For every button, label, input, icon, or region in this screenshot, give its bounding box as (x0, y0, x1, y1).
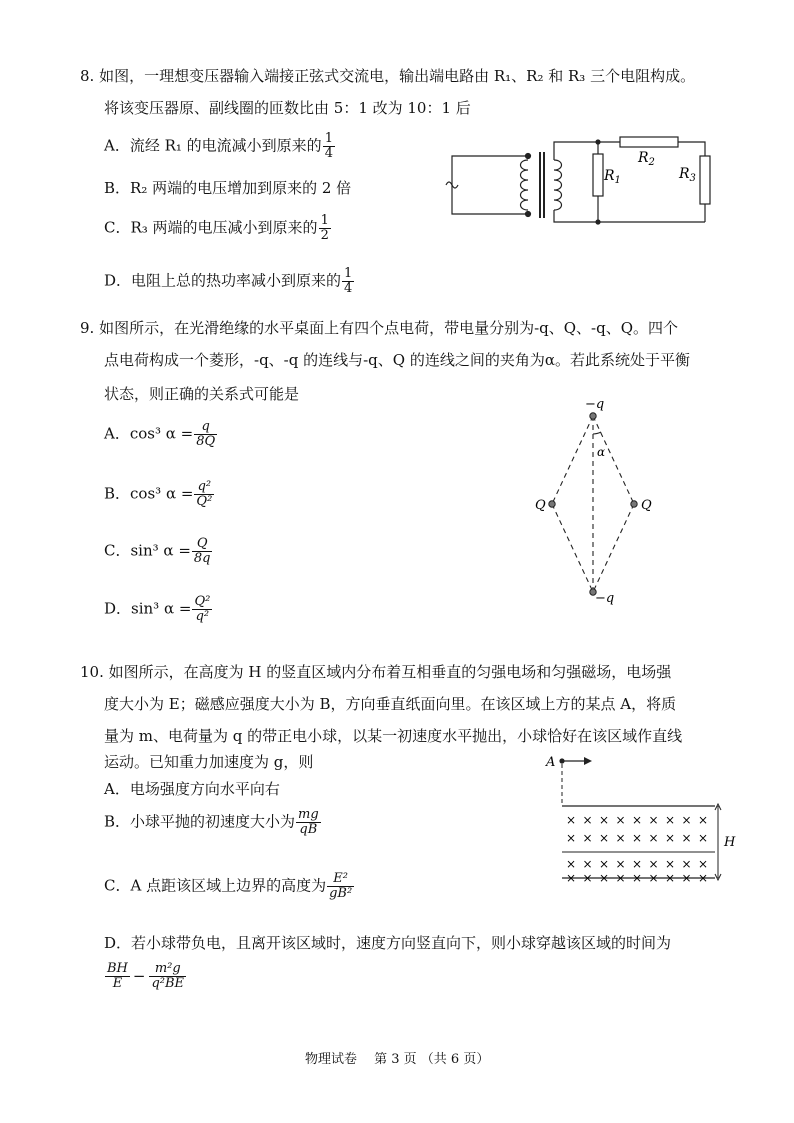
q8-d-num: 1 (344, 266, 353, 281)
q9-b-num: q² (194, 480, 214, 495)
secondary-coil (554, 160, 562, 210)
q9-b-fraction (194, 480, 214, 509)
q10-d-num-1: BH (107, 961, 128, 976)
field-cross: × (698, 857, 709, 871)
field-cross: × (615, 831, 626, 845)
field-cross: × (566, 813, 577, 827)
q9-a-num: q (194, 420, 217, 435)
page-footer: 物理试卷 第 3 页 （共 6 页） (305, 1052, 490, 1067)
q9-stem-line1: 9. 如图所示，在光滑绝缘的水平桌面上有四个点电荷，带电量分别为-q、Q、-q、Q。四个 (80, 319, 679, 337)
label-r3: $R_3$ (679, 166, 696, 184)
label-point-a: A (546, 755, 556, 770)
primary-terminal-bottom (526, 212, 531, 217)
q10-field-region-figure (540, 748, 740, 888)
field-cross: × (615, 871, 626, 885)
q9-option-b (104, 480, 214, 509)
primary-loop-wire (452, 156, 528, 214)
angle-arc (593, 432, 601, 434)
q8-option-a (104, 132, 335, 161)
q10-stem-line1: 10. 如图所示，在高度为 H 的竖直区域内分布着互相垂直的匀强电场和匀强磁场，电场强 (80, 663, 672, 681)
field-cross: × (599, 813, 610, 827)
q9-d-prefix: D． (104, 599, 132, 618)
field-cross: × (632, 871, 643, 885)
q9-b-prefix: B． (104, 484, 131, 503)
resistor-r3 (700, 156, 710, 204)
magnetic-field-crosses (566, 813, 708, 885)
field-cross: × (599, 831, 610, 845)
q10-option-c (104, 872, 354, 901)
q10-d-minus: − (132, 966, 146, 985)
q10-b-num: mg (298, 807, 319, 822)
q9-c-prefix: C． (104, 541, 131, 560)
q10-option-d-expression (104, 962, 186, 991)
secondary-top-wire (554, 142, 598, 160)
label-left-charge: Q (535, 498, 546, 513)
q10-c-den: gB² (329, 886, 353, 901)
field-cross: × (599, 871, 610, 885)
q8-option-d (104, 267, 354, 296)
q9-b-den: Q² (196, 494, 213, 509)
field-cross: × (566, 857, 577, 871)
q10-stem-line4: 运动。已知重力加速度为 g，则 (104, 753, 314, 771)
field-cross: × (648, 813, 659, 827)
q9-c-lhs: sin³ α = (130, 541, 191, 560)
q10-d-fraction-2 (149, 962, 186, 991)
q9-d-num: Q² (194, 594, 211, 609)
label-right-charge: Q (641, 498, 652, 513)
q9-stem-line3: 状态，则正确的关系式可能是 (104, 385, 300, 403)
secondary-bottom-wire (554, 210, 705, 222)
q8-transformer-circuit-figure (440, 130, 730, 230)
field-cross: × (632, 831, 643, 845)
field-cross: × (632, 813, 643, 827)
label-bottom-charge: −q (595, 591, 615, 606)
q9-c-den: 8q (193, 551, 211, 566)
field-cross: × (599, 857, 610, 871)
field-cross: × (615, 857, 626, 871)
q9-rhombus-charges-figure (525, 396, 665, 606)
q10-option-d: D．若小球带负电，且离开该区域时，速度方向竖直向下，则小球穿越该区域的时间为 (104, 934, 672, 952)
q8-option-c-text: C．R₃ 两端的电压减小到原来的 (104, 218, 318, 237)
field-cross: × (566, 831, 577, 845)
edge-top-right (593, 416, 634, 504)
q9-a-fraction (194, 420, 217, 449)
edge-bottom-left (552, 504, 593, 592)
q10-c-num: E² (327, 872, 354, 887)
field-cross: × (665, 831, 676, 845)
velocity-arrow-head (584, 757, 592, 765)
q10-d-fraction-1 (105, 962, 130, 991)
q9-c-num: Q (192, 537, 213, 552)
field-cross: × (681, 871, 692, 885)
q8-stem-line2: 将该变压器原、副线圈的匝数比由 5：1 改为 10：1 后 (104, 99, 471, 117)
label-angle: α (597, 445, 606, 459)
q8-option-a-text: A．流经 R₁ 的电流减小到原来的 (104, 136, 322, 155)
q9-d-den: q² (195, 609, 210, 624)
q8-a-den: 4 (324, 146, 333, 161)
edge-top-left (552, 416, 593, 504)
label-height: H (724, 835, 736, 850)
q10-b-text: B．小球平抛的初速度大小为 (104, 812, 296, 831)
junction-bottom (596, 220, 600, 224)
q10-c-text: C．A 点距该区域上边界的高度为 (104, 876, 327, 895)
label-r2: $R_2$ (638, 150, 655, 168)
field-cross: × (698, 831, 709, 845)
q10-b-den: qB (299, 822, 318, 837)
q8-option-d-text: D．电阻上总的热功率减小到原来的 (104, 271, 342, 290)
field-cross: × (582, 871, 593, 885)
resistor-r2 (620, 137, 678, 147)
field-cross: × (665, 813, 676, 827)
q8-c-num: 1 (320, 213, 329, 228)
q8-option-d-fraction (342, 267, 354, 296)
q9-a-lhs: cos³ α = (129, 424, 194, 443)
charge-top (590, 413, 596, 419)
primary-coil (521, 160, 529, 210)
field-cross: × (566, 871, 577, 885)
q10-option-b (104, 808, 321, 837)
r2-wire-right (678, 142, 705, 156)
q10-d-den-1: E (112, 976, 123, 991)
field-cross: × (648, 857, 659, 871)
q10-d-den-2: q²BE (151, 976, 185, 991)
field-cross: × (698, 871, 709, 885)
q8-d-den: 4 (344, 281, 353, 296)
q10-stem-line2: 度大小为 E；磁感应强度大小为 B，方向垂直纸面向里。在该区域上方的某点 A，将质 (104, 695, 677, 713)
q10-stem-line3: 量为 m、电荷量为 q 的带正电小球，以某一初速度水平抛出，小球恰好在该区域作直线 (104, 727, 683, 745)
q9-a-den: 8Q (196, 434, 216, 449)
q9-b-lhs: cos³ α = (130, 484, 194, 503)
q9-d-lhs: sin³ α = (131, 599, 192, 618)
q8-option-a-fraction (323, 132, 335, 161)
q9-a-prefix: A． (104, 424, 130, 443)
primary-terminal-top (526, 154, 531, 159)
field-cross: × (582, 831, 593, 845)
resistor-r1 (593, 154, 603, 196)
q8-a-num: 1 (324, 131, 333, 146)
field-cross: × (648, 831, 659, 845)
label-r1: $R_1$ (604, 168, 621, 186)
field-cross: × (582, 813, 593, 827)
q8-option-c (104, 214, 331, 243)
field-cross: × (681, 813, 692, 827)
field-cross: × (615, 813, 626, 827)
field-cross: × (681, 831, 692, 845)
field-cross: × (582, 857, 593, 871)
field-cross: × (665, 871, 676, 885)
field-cross: × (648, 871, 659, 885)
q9-c-fraction (192, 537, 213, 566)
q9-stem-line2: 点电荷构成一个菱形，-q、-q 的连线与-q、Q 的连线之间的夹角为α。若此系统处于平衡 (104, 351, 690, 369)
q9-option-a (104, 420, 217, 449)
q8-stem-line1: 8. 如图，一理想变压器输入端接正弦式交流电，输出端电路由 R₁、R₂ 和 R₃ 三个电阻构成。 (80, 67, 696, 85)
label-top-charge: −q (585, 397, 605, 412)
edge-bottom-right (593, 504, 634, 592)
field-cross: × (665, 857, 676, 871)
field-cross: × (632, 857, 643, 871)
q10-b-fraction (296, 808, 321, 837)
q10-d-num-2: m²g (149, 962, 186, 977)
field-cross: × (698, 813, 709, 827)
q8-option-c-fraction (319, 214, 331, 243)
charge-right (631, 501, 637, 507)
q10-option-a: A．电场强度方向水平向右 (104, 780, 280, 798)
q9-option-d (104, 595, 212, 624)
q9-d-fraction (192, 595, 212, 624)
q9-option-c (104, 537, 212, 566)
q10-c-fraction (327, 872, 354, 901)
q8-c-den: 2 (320, 228, 329, 243)
q8-option-b: B．R₂ 两端的电压增加到原来的 2 倍 (104, 179, 352, 197)
field-cross: × (681, 857, 692, 871)
charge-left (549, 501, 555, 507)
